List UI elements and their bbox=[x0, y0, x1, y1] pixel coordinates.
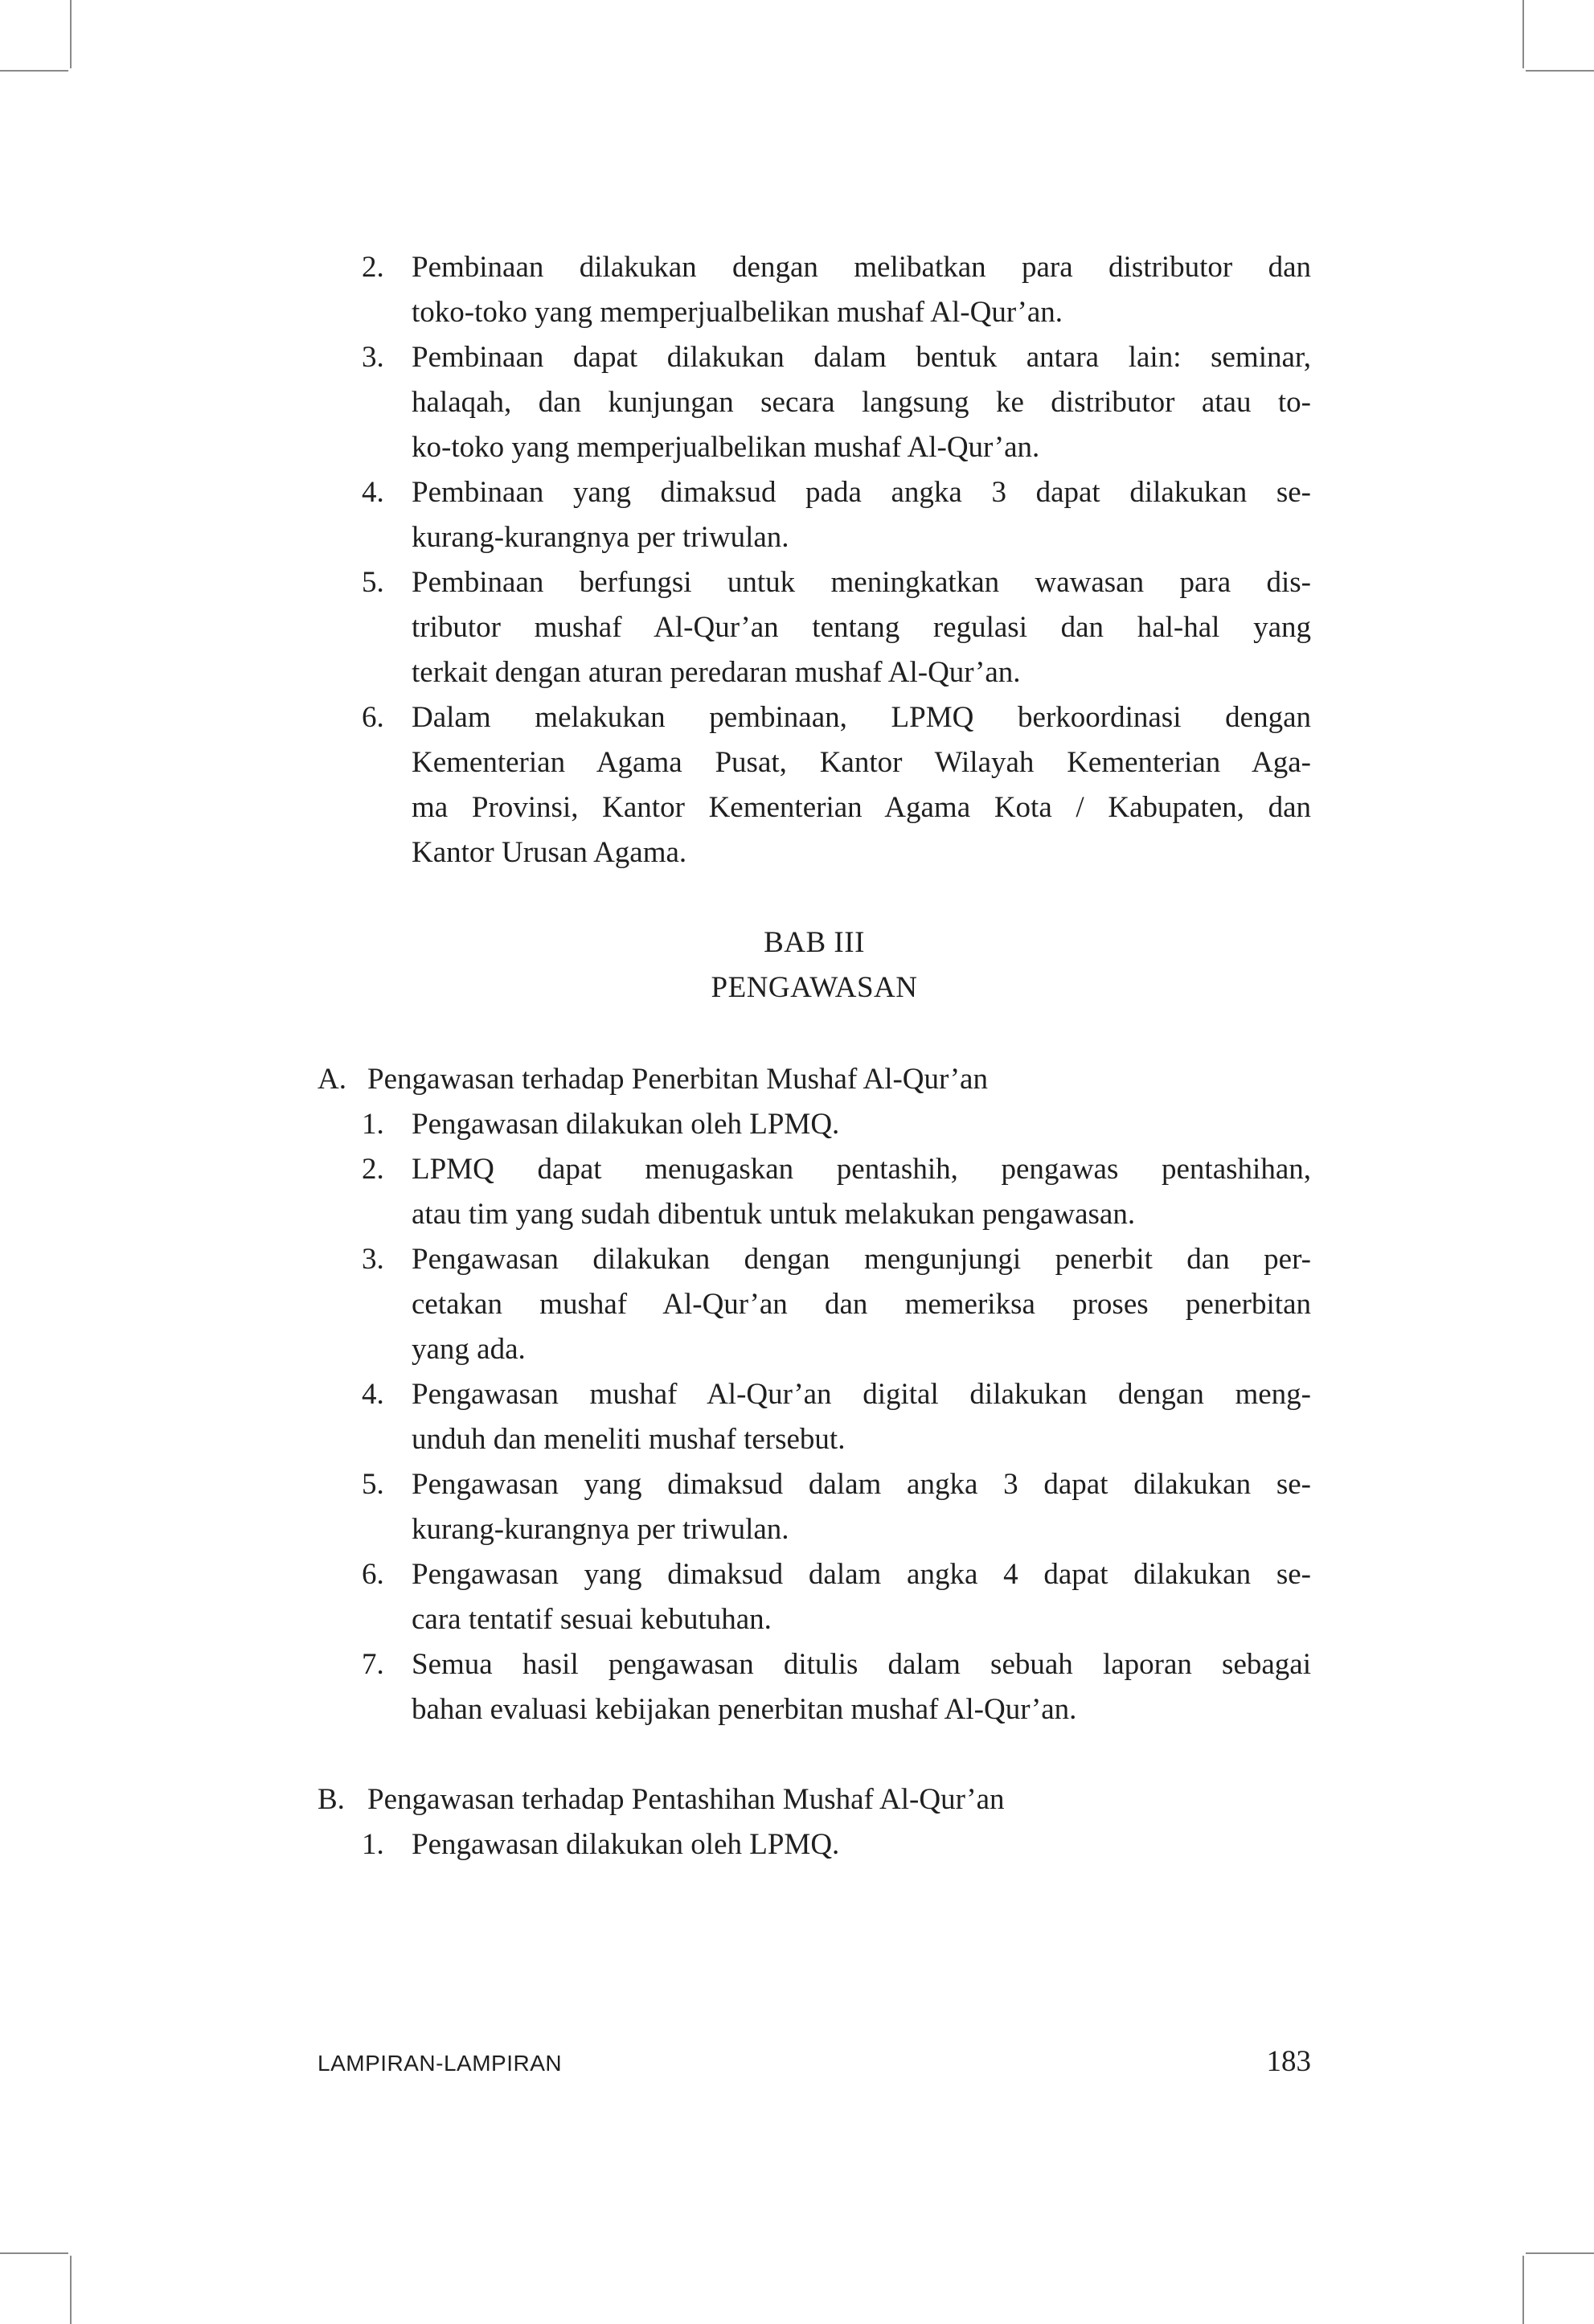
list-item-number: 6. bbox=[362, 1558, 384, 1591]
text-line: Kantor Urusan Agama. bbox=[412, 836, 687, 869]
list-item-number: 5. bbox=[362, 1468, 384, 1501]
list-item bbox=[362, 1102, 1311, 1147]
text-line: Pengawasan dilakukan oleh LPMQ. bbox=[412, 1828, 840, 1861]
page-footer bbox=[318, 2044, 1311, 2079]
text-line: Pengawasan yang dimaksud dalam angka 4 dapat dilakukan se- bbox=[412, 1558, 1311, 1591]
text-line: Semua hasil pengawasan ditulis dalam sebuah laporan sebagai bbox=[412, 1648, 1311, 1681]
text-line: cetakan mushaf Al-Qur’an dan memeriksa proses penerbitan bbox=[412, 1288, 1311, 1321]
list-item bbox=[362, 335, 1311, 470]
text-line: toko-toko yang memperjualbelikan mushaf Al-Qur’an. bbox=[412, 296, 1063, 329]
list-item-text bbox=[412, 470, 1311, 560]
crop-mark-top-left-vertical bbox=[70, 0, 72, 68]
crop-mark-bottom-right-vertical bbox=[1522, 2256, 1524, 2324]
text-line: ko-toko yang memperjualbelikan mushaf Al-Qur’an. bbox=[412, 431, 1040, 464]
list-item-number: 4. bbox=[362, 1378, 384, 1411]
list-item-number: 2. bbox=[362, 1153, 384, 1186]
list-item bbox=[362, 695, 1311, 875]
list-item-text bbox=[412, 695, 1311, 875]
list-item-text bbox=[412, 1102, 1311, 1147]
list-item-text bbox=[412, 1237, 1311, 1372]
list-item bbox=[362, 245, 1311, 335]
list-item-text bbox=[412, 1552, 1311, 1642]
list-item bbox=[362, 560, 1311, 695]
list-item-text bbox=[412, 1462, 1311, 1552]
list-item-number: 5. bbox=[362, 566, 384, 599]
list-item bbox=[362, 1237, 1311, 1372]
section bbox=[318, 1057, 1311, 1732]
text-line: yang ada. bbox=[412, 1333, 526, 1366]
section-heading bbox=[318, 1057, 1311, 1102]
page-content bbox=[318, 245, 1311, 1867]
section-items bbox=[362, 1822, 1311, 1867]
text-line: LPMQ dapat menugaskan pentashih, pengawas pentashihan, bbox=[412, 1153, 1311, 1186]
list-item-number: 3. bbox=[362, 341, 384, 374]
section-label: A. bbox=[318, 1063, 346, 1096]
list-item bbox=[362, 1147, 1311, 1237]
list-item bbox=[362, 1642, 1311, 1732]
footer-running-title: LAMPIRAN-LAMPIRAN bbox=[318, 2051, 563, 2076]
list-item bbox=[362, 1372, 1311, 1462]
text-line: Pengawasan dilakukan dengan mengunjungi penerbit dan per- bbox=[412, 1243, 1311, 1276]
list-item-number: 4. bbox=[362, 476, 384, 509]
text-line: Pembinaan dapat dilakukan dalam bentuk antara lain: seminar, bbox=[412, 341, 1311, 374]
section-items bbox=[362, 1102, 1311, 1732]
list-item-text bbox=[412, 1372, 1311, 1462]
pembinaan-list-continued bbox=[362, 245, 1311, 875]
list-item-number: 3. bbox=[362, 1243, 384, 1276]
text-line: Kementerian Agama Pusat, Kantor Wilayah Kementerian Aga- bbox=[412, 746, 1311, 779]
crop-mark-top-right-horizontal bbox=[1526, 70, 1594, 72]
list-item-number: 6. bbox=[362, 701, 384, 734]
list-item bbox=[362, 470, 1311, 560]
list-item-number: 1. bbox=[362, 1108, 384, 1141]
text-line: unduh dan meneliti mushaf tersebut. bbox=[412, 1423, 846, 1456]
crop-mark-bottom-right-horizontal bbox=[1526, 2252, 1594, 2254]
text-line: Pengawasan yang dimaksud dalam angka 3 dapat dilakukan se- bbox=[412, 1468, 1311, 1501]
section-label: B. bbox=[318, 1783, 345, 1816]
list-item-number: 1. bbox=[362, 1828, 384, 1861]
list-item-number: 2. bbox=[362, 251, 384, 284]
text-line: tributor mushaf Al-Qur’an tentang regulasi dan hal-hal yang bbox=[412, 611, 1311, 644]
list-item-number: 7. bbox=[362, 1648, 384, 1681]
sections-container bbox=[318, 1057, 1311, 1867]
section-heading bbox=[318, 1777, 1311, 1822]
text-line: kurang-kurangnya per triwulan. bbox=[412, 521, 789, 554]
text-line: Pengawasan dilakukan oleh LPMQ. bbox=[412, 1108, 840, 1141]
list-item bbox=[362, 1552, 1311, 1642]
text-line: atau tim yang sudah dibentuk untuk melakukan pengawasan. bbox=[412, 1198, 1136, 1231]
crop-mark-top-left-horizontal bbox=[0, 70, 68, 72]
crop-mark-bottom-left-vertical bbox=[70, 2256, 72, 2324]
list-item-text bbox=[412, 560, 1311, 695]
list-item-text bbox=[412, 1147, 1311, 1237]
text-line: Pembinaan berfungsi untuk meningkatkan wawasan para dis- bbox=[412, 566, 1311, 599]
text-line: ma Provinsi, Kantor Kementerian Agama Kota / Kabupaten, dan bbox=[412, 791, 1311, 824]
text-line: Dalam melakukan pembinaan, LPMQ berkoordinasi dengan bbox=[412, 701, 1311, 734]
text-line: terkait dengan aturan peredaran mushaf Al-Qur’an. bbox=[412, 656, 1021, 689]
list-item-text bbox=[412, 1822, 1311, 1867]
text-line: cara tentatif sesuai kebutuhan. bbox=[412, 1603, 772, 1636]
chapter-subtitle: PENGAWASAN bbox=[711, 971, 918, 1004]
text-line: Pembinaan dilakukan dengan melibatkan para distributor dan bbox=[412, 251, 1311, 284]
section-title: Pengawasan terhadap Penerbitan Mushaf Al-Qur’an bbox=[367, 1063, 988, 1096]
text-line: bahan evaluasi kebijakan penerbitan mushaf Al-Qur’an. bbox=[412, 1693, 1077, 1726]
text-line: Pembinaan yang dimaksud pada angka 3 dapat dilakukan se- bbox=[412, 476, 1311, 509]
list-item-text bbox=[412, 1642, 1311, 1732]
page-number: 183 bbox=[1266, 2045, 1311, 2078]
list-item bbox=[362, 1822, 1311, 1867]
crop-mark-top-right-vertical bbox=[1522, 0, 1524, 68]
crop-mark-bottom-left-horizontal bbox=[0, 2252, 68, 2254]
text-line: Pengawasan mushaf Al-Qur’an digital dilakukan dengan meng- bbox=[412, 1378, 1311, 1411]
text-line: halaqah, dan kunjungan secara langsung ke distributor atau to- bbox=[412, 386, 1311, 419]
list-item-text bbox=[412, 335, 1311, 470]
text-line: kurang-kurangnya per triwulan. bbox=[412, 1513, 789, 1546]
list-item-text bbox=[412, 245, 1311, 335]
section-title: Pengawasan terhadap Pentashihan Mushaf Al-Qur’an bbox=[367, 1783, 1005, 1816]
chapter-title: BAB III bbox=[764, 926, 865, 959]
chapter-heading bbox=[318, 920, 1311, 1010]
list-item bbox=[362, 1462, 1311, 1552]
section bbox=[318, 1777, 1311, 1867]
